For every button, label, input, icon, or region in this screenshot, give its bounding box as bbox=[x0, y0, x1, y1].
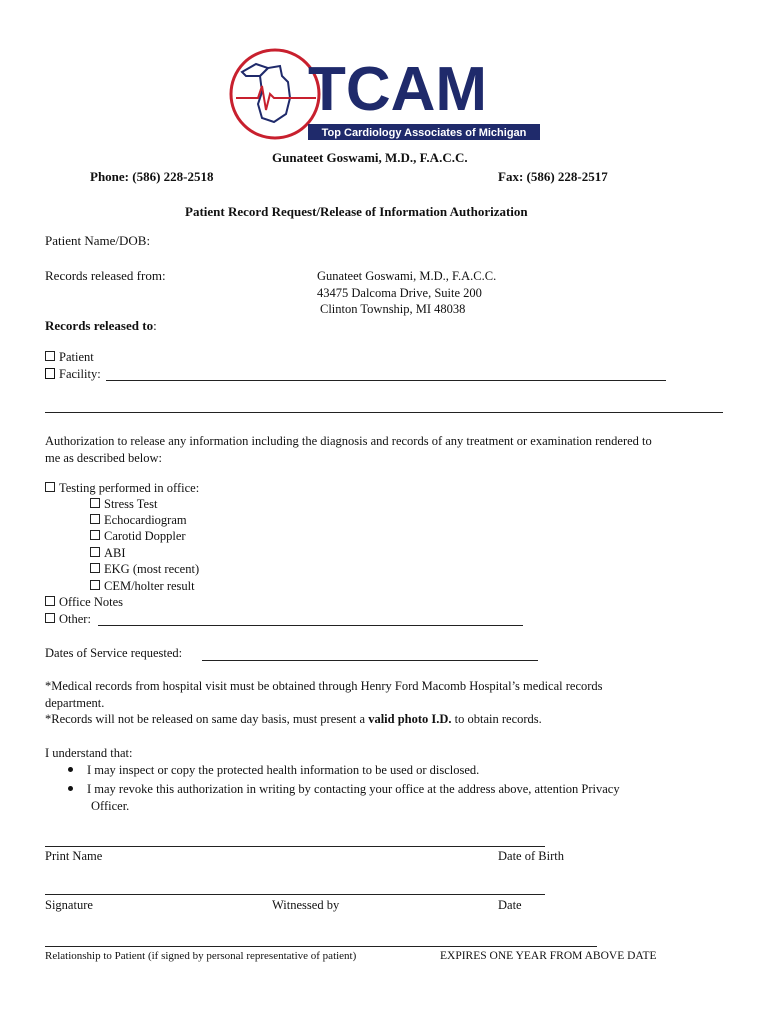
signature-label: Signature bbox=[45, 898, 93, 912]
understand-bullet-2-cont: Officer. bbox=[91, 799, 130, 813]
relationship-label: Relationship to Patient (if signed by personal representative of patient) bbox=[45, 950, 357, 962]
other-option[interactable]: Other: bbox=[45, 612, 91, 627]
expires-notice: EXPIRES ONE YEAR FROM ABOVE DATE bbox=[440, 950, 657, 962]
carotid-doppler-checkbox[interactable] bbox=[90, 530, 100, 540]
stress-test-option[interactable]: Stress Test bbox=[90, 497, 157, 512]
logo-text: TCAM bbox=[308, 55, 488, 124]
facility-blank[interactable] bbox=[106, 380, 666, 381]
other-checkbox[interactable] bbox=[45, 613, 55, 623]
cem-holter-option[interactable]: CEM/holter result bbox=[90, 579, 195, 594]
ekg-option[interactable]: EKG (most recent) bbox=[90, 562, 199, 577]
understand-bullet-1: I may inspect or copy the protected health information to be used or disclosed. bbox=[68, 763, 479, 778]
print-name-line[interactable] bbox=[45, 846, 545, 847]
understand-intro: I understand that: bbox=[45, 746, 133, 760]
date-of-birth-label: Date of Birth bbox=[498, 849, 564, 863]
office-notes-option[interactable]: Office Notes bbox=[45, 595, 123, 610]
relationship-line[interactable] bbox=[45, 946, 597, 947]
echocardiogram-option[interactable]: Echocardiogram bbox=[90, 513, 187, 528]
records-released-from-label: Records released from: bbox=[45, 268, 166, 283]
dates-of-service-blank[interactable] bbox=[202, 660, 538, 661]
understand-bullet-2: I may revoke this authorization in writing by contacting your office at the address above, attention Privacy bbox=[68, 782, 620, 797]
patient-name-dob-label: Patient Name/DOB: bbox=[45, 233, 151, 248]
witnessed-by-label: Witnessed by bbox=[272, 898, 340, 912]
date-label: Date bbox=[498, 898, 522, 912]
carotid-doppler-option[interactable]: Carotid Doppler bbox=[90, 529, 186, 544]
signature-line[interactable] bbox=[45, 894, 545, 895]
patient-checkbox[interactable] bbox=[45, 351, 55, 361]
abi-checkbox[interactable] bbox=[90, 547, 100, 557]
patient-option[interactable]: Patient bbox=[45, 350, 94, 365]
from-address-line-1: Gunateet Goswami, M.D., F.A.C.C. bbox=[317, 269, 497, 283]
other-blank[interactable] bbox=[98, 625, 523, 626]
doctor-name: Gunateet Goswami, M.D., F.A.C.C. bbox=[272, 150, 468, 165]
print-name-label: Print Name bbox=[45, 849, 103, 863]
echocardiogram-checkbox[interactable] bbox=[90, 514, 100, 524]
authorization-text-2: me as described below: bbox=[45, 451, 162, 465]
facility-option[interactable]: Facility: bbox=[45, 367, 101, 382]
records-released-to-label: Records released to: bbox=[45, 318, 157, 333]
form-title: Patient Record Request/Release of Information Authorization bbox=[185, 204, 528, 219]
ekg-checkbox[interactable] bbox=[90, 563, 100, 573]
facility-checkbox[interactable] bbox=[45, 368, 55, 379]
from-address-line-3: Clinton Township, MI 48038 bbox=[320, 302, 466, 316]
fax: Fax: (586) 228-2517 bbox=[498, 169, 608, 184]
bullet-icon bbox=[68, 786, 73, 791]
tcam-logo bbox=[228, 46, 548, 146]
hospital-note-2: department. bbox=[45, 696, 105, 710]
hospital-note-1: *Medical records from hospital visit must be obtained through Henry Ford Macomb Hospital’s medical records bbox=[45, 679, 603, 693]
bullet-icon bbox=[68, 767, 73, 772]
stress-test-checkbox[interactable] bbox=[90, 498, 100, 508]
dates-of-service-label: Dates of Service requested: bbox=[45, 646, 183, 660]
cem-holter-checkbox[interactable] bbox=[90, 580, 100, 590]
phone: Phone: (586) 228-2518 bbox=[90, 169, 214, 184]
authorization-text-1: Authorization to release any information including the diagnosis and records of any treatment or examination rendered to bbox=[45, 434, 652, 448]
testing-option[interactable]: Testing performed in office: bbox=[45, 481, 199, 496]
office-notes-checkbox[interactable] bbox=[45, 596, 55, 606]
from-address-line-2: 43475 Dalcoma Drive, Suite 200 bbox=[317, 286, 482, 300]
abi-option[interactable]: ABI bbox=[90, 546, 126, 561]
testing-checkbox[interactable] bbox=[45, 482, 55, 492]
logo-tagline: Top Cardiology Associates of Michigan bbox=[321, 127, 527, 139]
same-day-note: *Records will not be released on same day basis, must present a valid photo I.D. to obtain records. bbox=[45, 712, 542, 726]
facility-blank-line-2[interactable] bbox=[45, 412, 723, 413]
